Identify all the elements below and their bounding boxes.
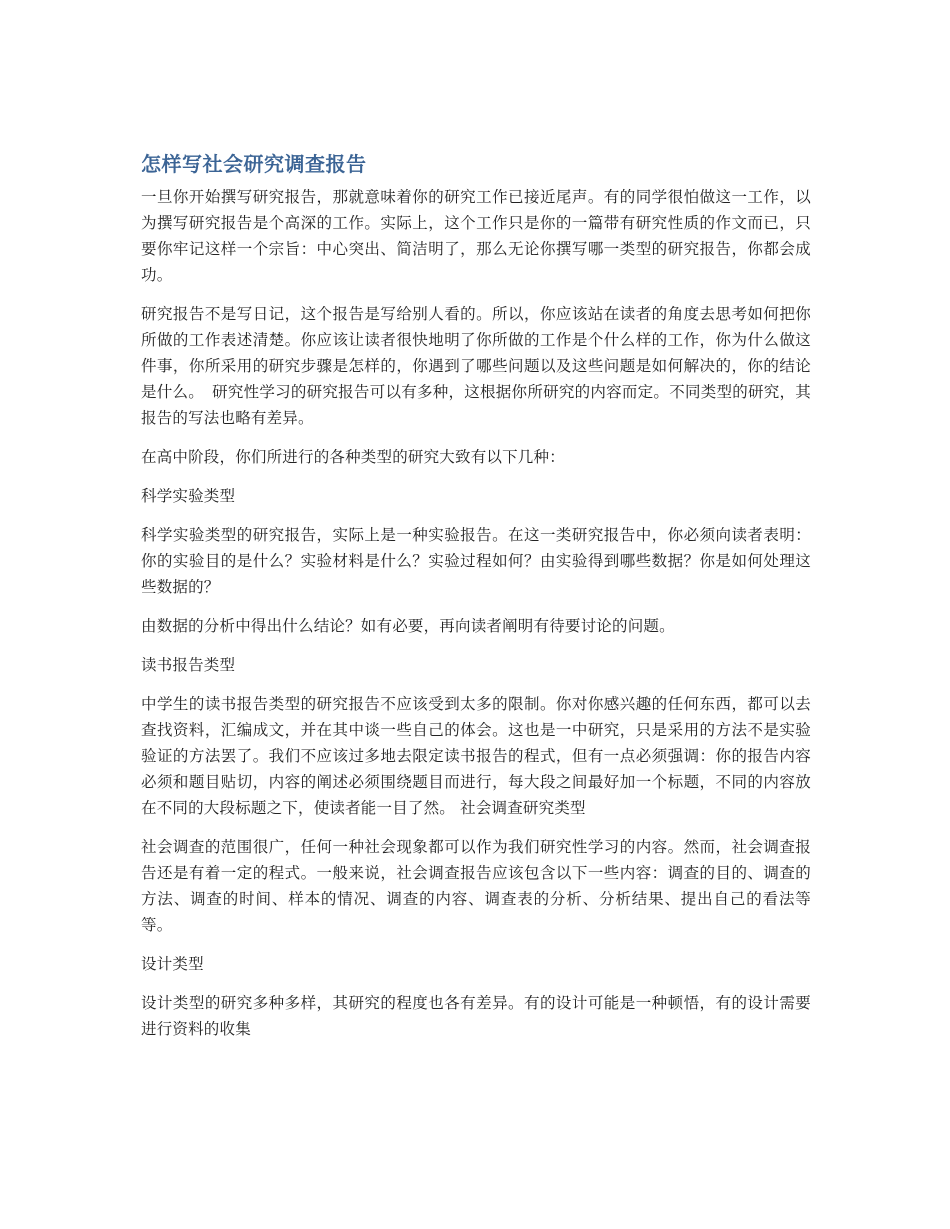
document-body [141,150,811,1055]
paragraph-types-intro: 在高中阶段，你们所进行的各种类型的研究大致有以下几种： [141,448,565,466]
section-heading-design: 设计类型 [141,955,204,973]
paragraph-science-conclusion: 由数据的分析中得出什么结论？如有必要，再向读者阐明有待要讨论的问题。 [141,617,675,635]
paragraph-social-survey: 社会调查的范围很广，任何一种社会现象都可以作为我们研究性学习的内容。然而，社会调查报告还是有着一定的程式。一般来说，社会调查报告应该包含以下一些内容：调查的目的、调查的方法、调查的时间、样本的情况、调查的内容、调查表的分析、分析结果、提出自己的看法等等。 [141,838,811,934]
paragraph-design: 设计类型的研究多种多样，其研究的程度也各有差异。有的设计可能是一种顿悟，有的设计需要进行资料的收集 [141,994,811,1038]
paragraph-intro: 一旦你开始撰写研究报告，那就意味着你的研究工作已接近尾声。有的同学很怕做这一工作，以为撰写研究报告是个高深的工作。实际上，这个工作只是你的一篇带有研究性质的作文而已，只要你牢记这样一个宗旨：中心突出、简洁明了，那么无论你撰写哪一类型的研究报告，你都会成功。 [141,188,811,284]
section-heading-reading: 读书报告类型 [141,656,236,674]
paragraph-science: 科学实验类型的研究报告，实际上是一种实验报告。在这一类研究报告中，你必须向读者表明：你的实验目的是什么？实验材料是什么？实验过程如何？由实验得到哪些数据？你是如何处理这些数据的？ [141,526,811,596]
paragraph-reading: 中学生的读书报告类型的研究报告不应该受到太多的限制。你对你感兴趣的任何东西，都可以去查找资料，汇编成文，并在其中谈一些自己的体会。这也是一中研究，只是采用的方法不是实验验证的方法罢了。我们不应该过多地去限定读书报告的程式，但有一点必须强调：你的报告内容必须和题目贴切，内容的阐述必须围绕题目而进行，每大段之间最好加一个标题，不同的内容放在不同的大段标题之下，使读者能一目了然。 社会调查研究类型 [141,695,811,817]
document-title: 怎样写社会研究调查报告 [141,152,367,176]
section-heading-science: 科学实验类型 [141,487,236,505]
paragraph-audience: 研究报告不是写日记，这个报告是写给别人看的。所以，你应该站在读者的角度去思考如何把你所做的工作表述清楚。你应该让读者很快地明了你所做的工作是个什么样的工作，你为什么做这件事，你所采用的研究步骤是怎样的，你遇到了哪些问题以及这些问题是如何解决的，你的结论是什么。 研究性学习的研究报告可以有多种，这根据你所研究的内容而定。不同类型的研究，其报告的写法也略有差异。 [141,305,811,427]
